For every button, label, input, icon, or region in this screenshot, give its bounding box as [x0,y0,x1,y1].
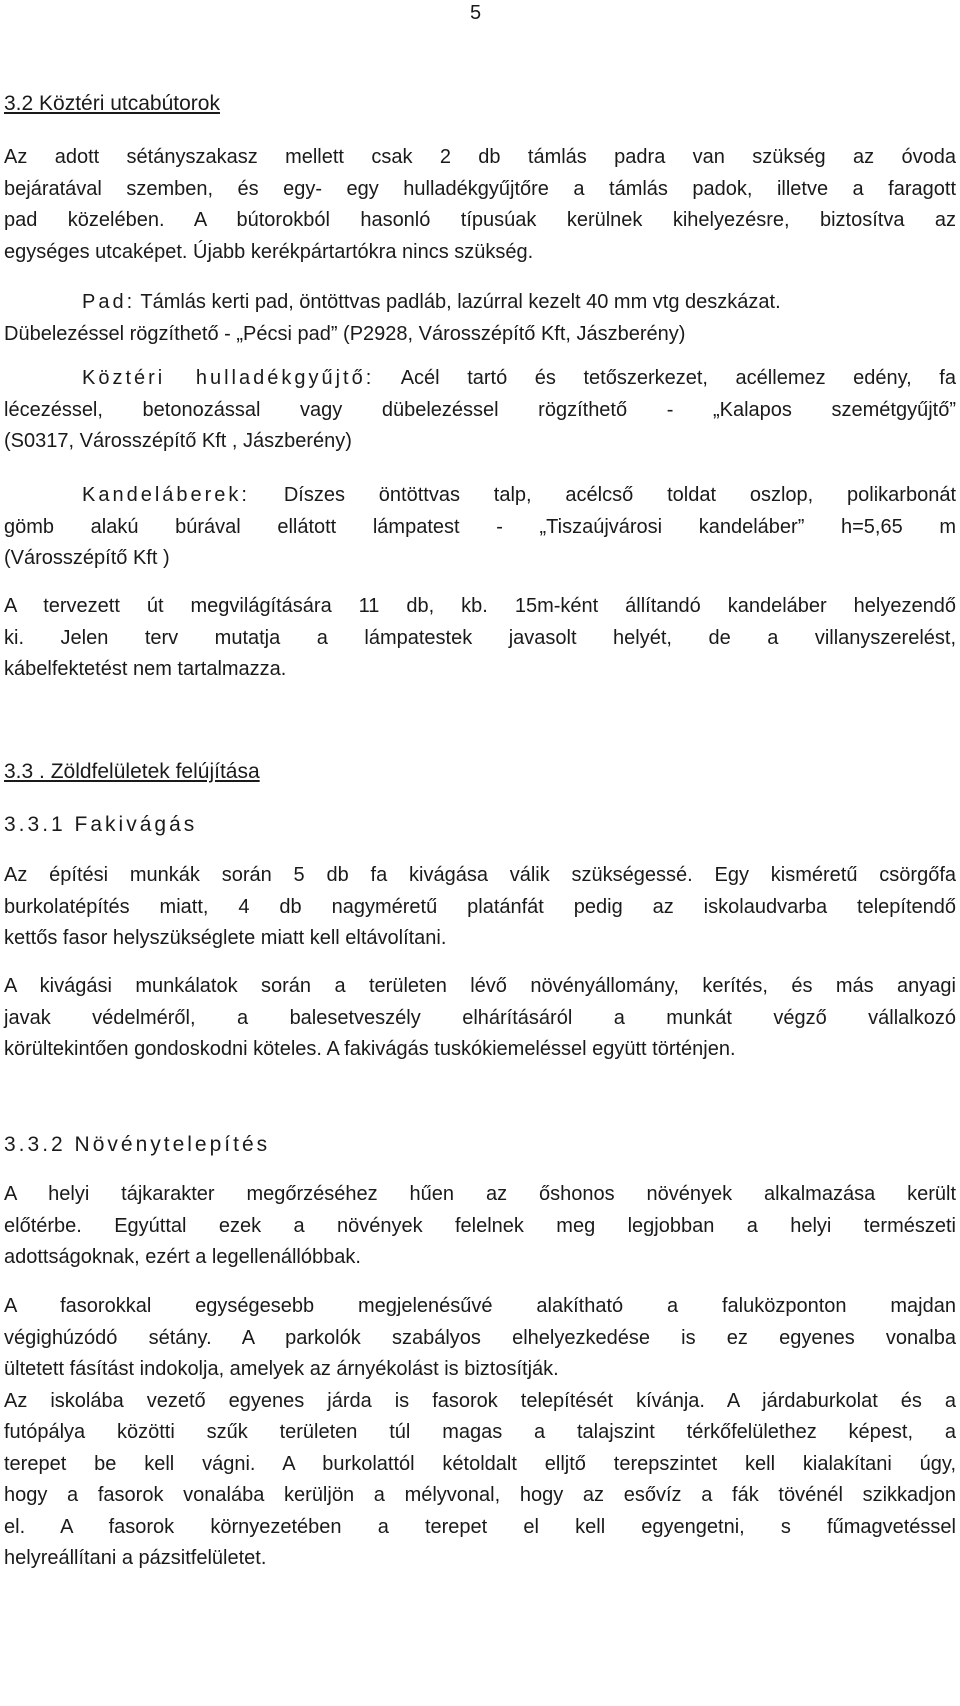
text-line: Az építési munkák során 5 db fa kivágása válik szükségessé. Egy kisméretű csörgőfa [4,864,956,886]
subsection-heading-3-3-2: 3.3.2 Növénytelepítés [4,1133,271,1156]
text-line: A fasorokkal egységesebb megjelenésűvé alakítható a faluközponton majdan [4,1295,956,1317]
text-line: kettős fasor helyszükséglete miatt kell eltávolítani. [4,927,447,949]
text-line: (S0317, Városszépítő Kft , Jászberény) [4,430,352,452]
subsection-heading-3-3-1: 3.3.1 Fakivágás [4,813,198,836]
text-line: pad közelében. A bútorokból hasonló típusúak kerülnek kihelyezésre, biztosítva az [4,209,956,231]
hulladekgyujto-label: Köztéri hulladékgyűjtő: [82,367,375,389]
text-line: burkolatépítés miatt, 4 db nagyméretű platánfát pedig az iskolaudvarba telepítendő [4,895,956,918]
text-line: javak védelméről, a balesetveszély elhárításáról a munkát végző vállalkozó [4,1006,956,1029]
text-line: Az iskolába vezető egyenes járda is fasorok telepítését kívánja. A járdaburkolat és a [4,1389,956,1412]
text-line: körültekintően gondoskodni köteles. A fakivágás tuskókiemeléssel együtt történjen. [4,1038,736,1060]
text-line: kábelfektetést nem tartalmazza. [4,658,287,680]
paragraph-fakivagas-1 [4,860,956,955]
text-line [4,480,956,512]
paragraph-intro [4,142,956,268]
text-line: gömb alakú búrával ellátott lámpatest - „Tiszaújvárosi kandeláber” h=5,65 m [4,515,956,538]
text-line: egységes utcaképet. Újabb kerékpártartókra nincs szükség. [4,240,534,263]
text-line: A kivágási munkálatok során a területen lévő növényállomány, kerítés, és más anyagi [4,975,956,997]
paragraph-kandelaber [4,480,956,575]
paragraph-lighting [4,591,956,686]
text-line: Az adott sétányszakasz mellett csak 2 db támlás padra van szükség az óvoda [4,146,956,168]
text-line: Dübelezéssel rögzíthető - „Pécsi pad” (P2928, Városszépítő Kft, Jászberény) [4,322,686,345]
paragraph-novenytelepites-2 [4,1291,956,1575]
kandelaber-label: Kandeláberek: [82,484,250,506]
text-line: ki. Jelen terv mutatja a lámpatestek javasolt helyét, de a villanyszerelést, [4,626,956,649]
text-line: A helyi tájkarakter megőrzéséhez hűen az őshonos növények alkalmazása került [4,1183,956,1205]
paragraph-hulladekgyujto [4,363,956,458]
text-line: adottságoknak, ezért a legellenállóbbak. [4,1246,361,1268]
text-line: lécezéssel, betonozással vagy dübelezéssel rögzíthető - „Kalapos szemétgyűjtő” [4,398,956,421]
text-line: hogy a fasorok vonalába kerüljön a mélyvonal, hogy az esővíz a fák tövénél szikkadjon [4,1484,956,1506]
text-line: bejáratával szemben, és egy- egy hulladékgyűjtőre a támlás padok, illetve a faragott [4,177,956,200]
text-line: futópálya közötti szűk területen túl magas a talajszint térkőfelülethez képest, a [4,1421,956,1443]
section-heading-3-3: 3.3 . Zöldfelületek felújítása [4,760,260,783]
paragraph-novenytelepites-1 [4,1179,956,1274]
text-line: A tervezett út megvilágítására 11 db, kb. 15m-ként állítandó kandeláber helyezendő [4,595,956,617]
kandelaber-text: Díszes öntöttvas talp, acélcső toldat oszlop, polikarbonát [283,484,957,506]
paragraph-fakivagas-2 [4,971,956,1066]
text-line: terepet be kell vágni. A burkolattól kétoldalt elljtő terepszintet kell kialakítani úgy, [4,1452,956,1475]
section-heading-3-2: 3.2 Köztéri utcabútorok [4,92,220,115]
text-line: végighúzódó sétány. A parkolók szabályos elhelyezkedése is ez egyenes vonalba [4,1326,956,1349]
pad-text: Támlás kerti pad, öntöttvas padláb, lazúrral kezelt 40 mm vtg deszkázat. [140,291,781,313]
text-line [4,287,956,319]
text-line [4,363,956,395]
text-line: helyreállítani a pázsitfelületet. [4,1547,267,1569]
hulladekgyujto-text: Acél tartó és tetőszerkezet, acéllemez edény, fa [400,367,956,389]
paragraph-pad [4,287,956,350]
text-line: (Városszépítő Kft ) [4,547,170,569]
text-line: ültetett fásítást indokolja, amelyek az árnyékolást is biztosítják. [4,1358,559,1380]
pad-label: Pad: [82,291,136,313]
page-number: 5 [470,2,482,24]
text-line: el. A fasorok környezetében a terepet el kell egyengetni, s fűmagvetéssel [4,1515,956,1538]
text-line: előtérbe. Egyúttal ezek a növények felelnek meg legjobban a helyi természeti [4,1214,956,1237]
